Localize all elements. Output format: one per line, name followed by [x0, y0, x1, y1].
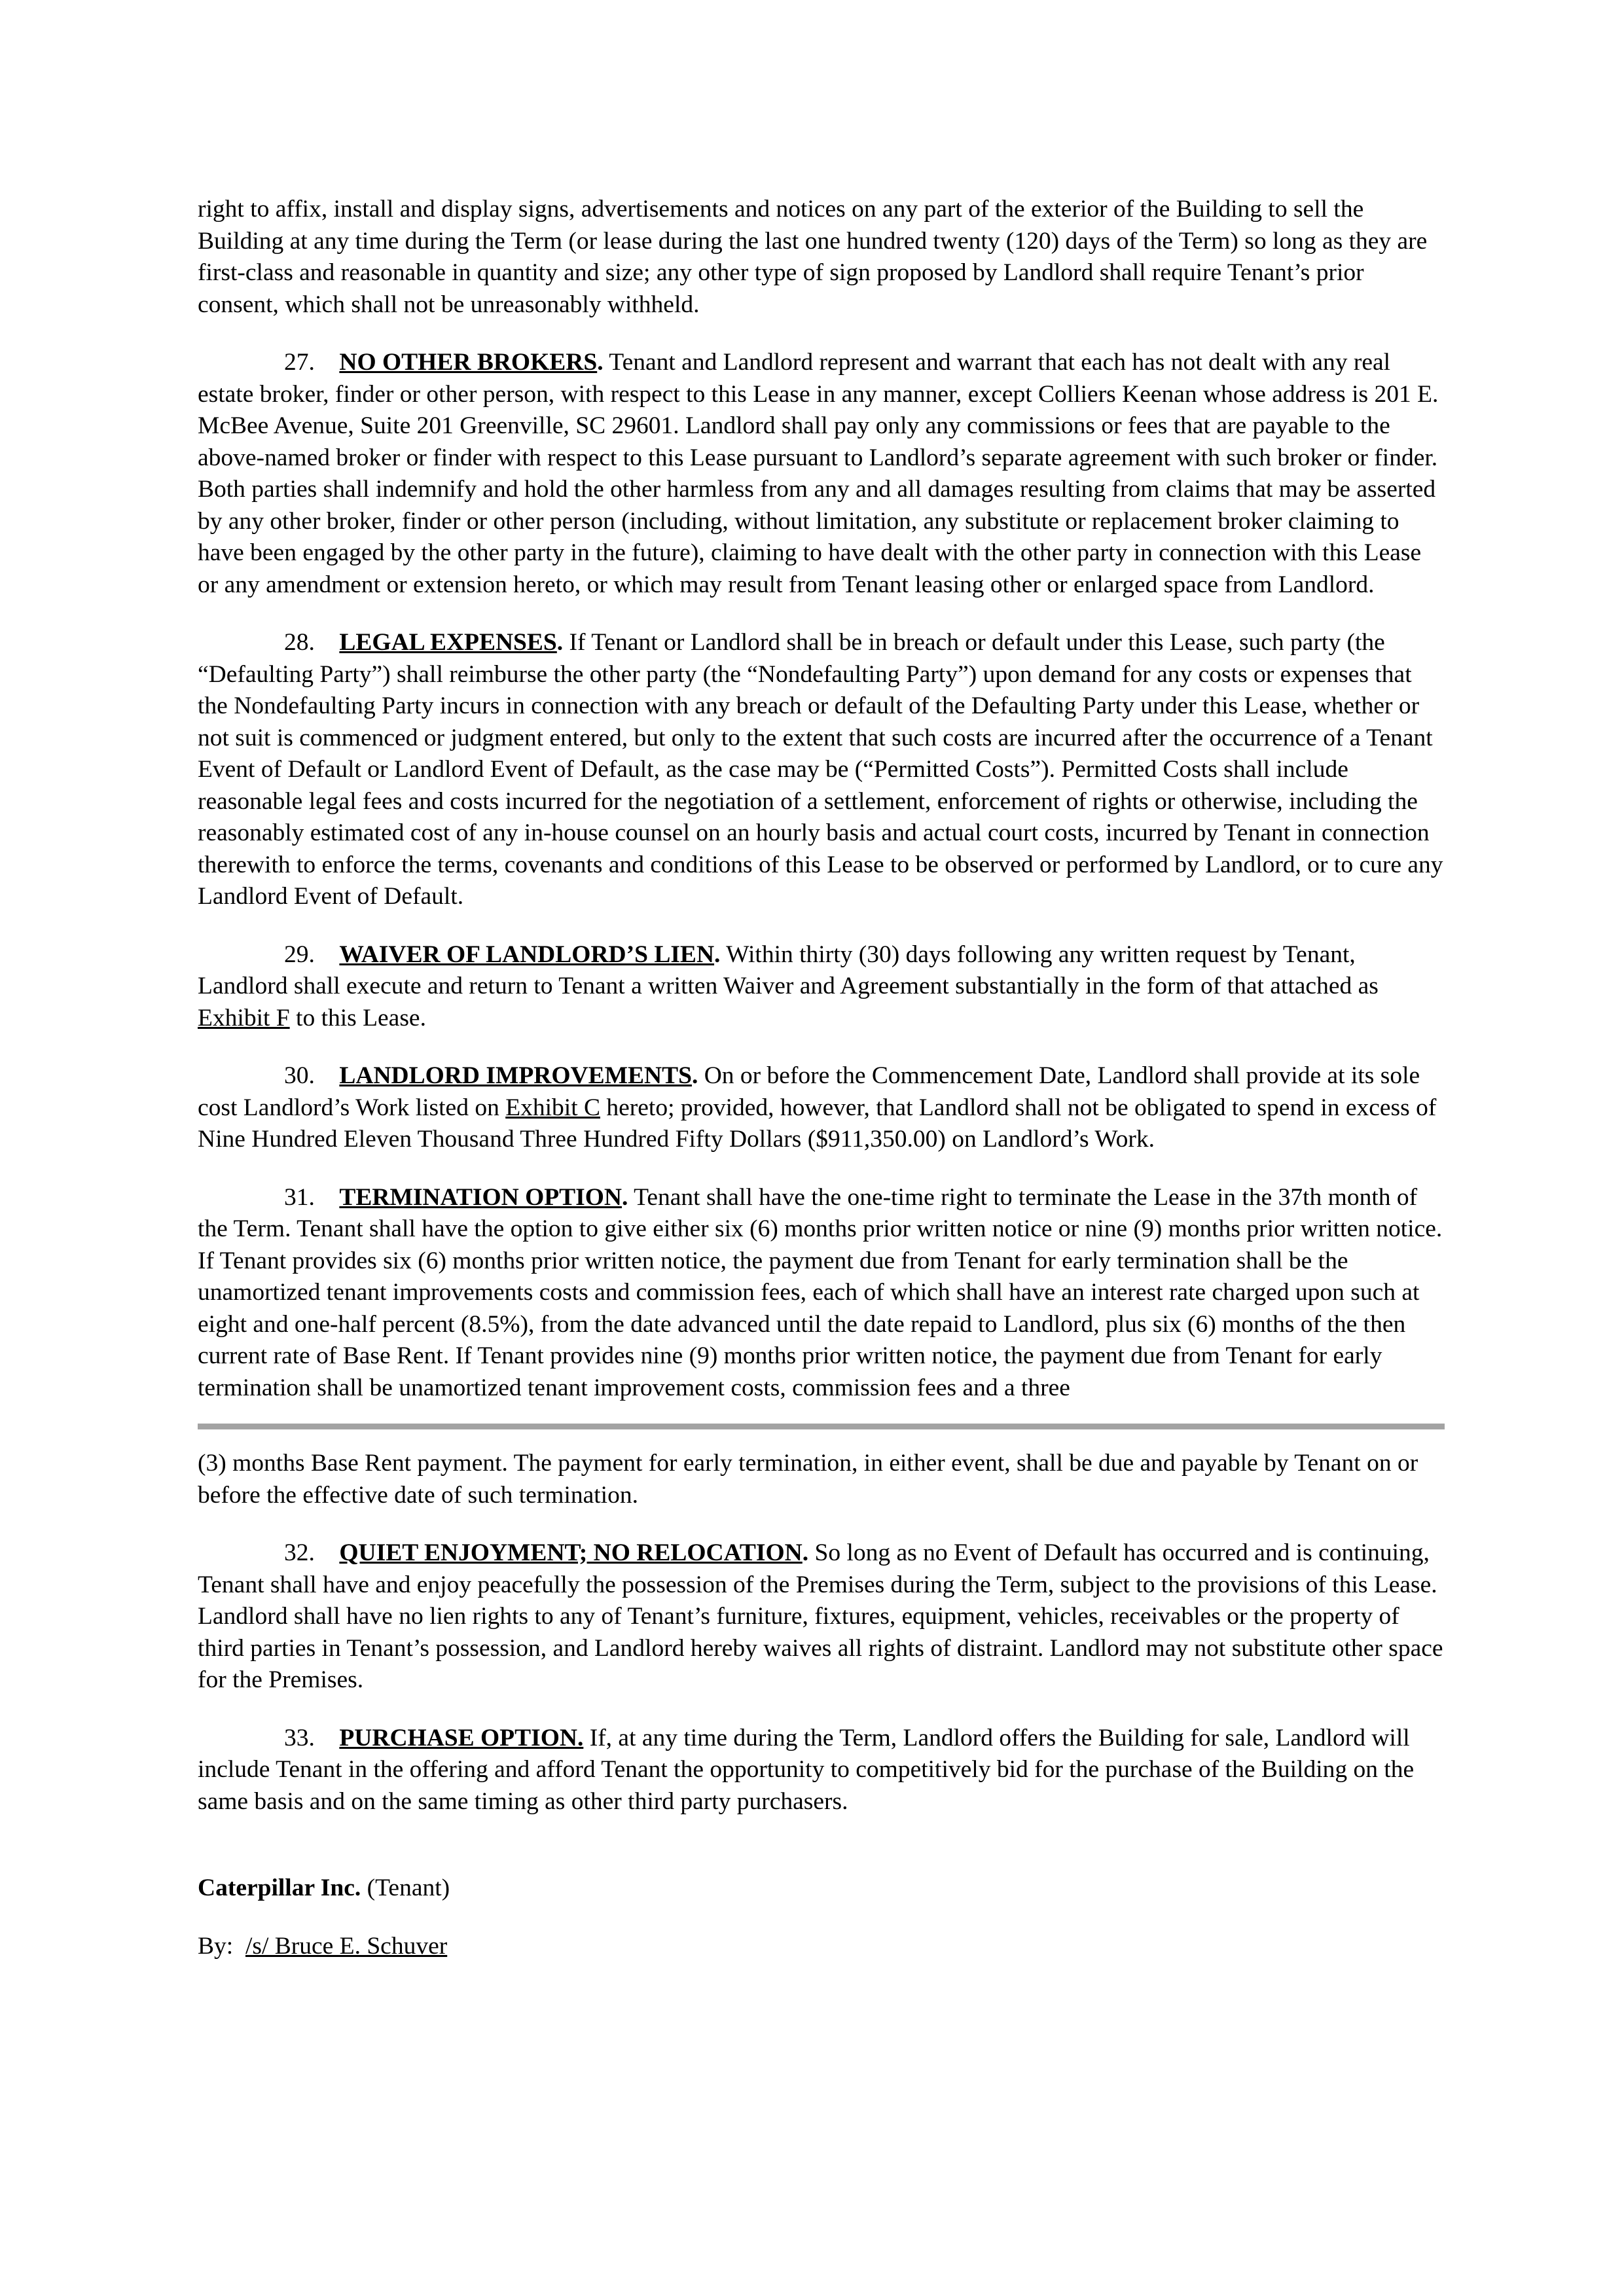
section-body: If, at any time during the Term, Landlord offers the Building for sale, Landlord will include Tenant in the offering and afford Tenant the opportunity to competitively bid for the purchase of the Building on the same basis and on the same timing as other third party purchasers.: [198, 1724, 1415, 1815]
exhibit-f-link[interactable]: Exhibit F: [198, 1004, 290, 1031]
section-30: 30. LANDLORD IMPROVEMENTS. On or before the Commencement Date, Landlord shall provide at its sole cost Landlord’s Work listed on Exhibit C hereto; provided, however, that Landlord shall not be obligated to spend in excess of Nine Hundred Eleven Thousand Three Hundred Fifty Dollars ($911,350.00) on Landlord’s Work.: [198, 1062, 1437, 1153]
section-32: 32. QUIET ENJOYMENT; NO RELOCATION. So long as no Event of Default has occurred and is continuing, Tenant shall have and enjoy peacefully the possession of the Premises during the Term, subject to the provisions of this Lease. Landlord shall have no lien rights to any of Tenant’s furniture, fixtures, equipment, vehicles, receivables or the property of third parties in Tenant’s possession, and Landlord hereby waives all rights of distraint. Landlord may not substitute other space for the Premises.: [198, 1539, 1443, 1693]
section-heading: PURCHASE OPTION.: [339, 1724, 584, 1751]
section-body: On or before the Commencement Date, Landlord shall provide at its sole cost Landlord’s Work listed on: [198, 1062, 1420, 1121]
section-33: [198, 1723, 1445, 1818]
section-27: 27. NO OTHER BROKERS. Tenant and Landlord represent and warrant that each has not dealt with any real estate broker, finder or other person, with respect to this Lease in any manner, except Colliers Keenan whose address is 201 E. McBee Avenue, Suite 201 Greenville, SC 29601. Landlord shall pay only any commissions or fees that are payable to the above-named broker or finder with respect to this Lease pursuant to Landlord’s separate agreement with such broker or finder. Both parties shall indemnify and hold the other harmless from any and all damages resulting from claims that may be asserted by any other broker, finder or other person (including, without limitation, any substitute or replacement broker claiming to have been engaged by the other party in the future), claiming to have dealt with the other party in connection with this Lease or any amendment or extension hereto, or which may result from Tenant leasing other or enlarged space from Landlord.: [198, 349, 1439, 598]
section-body: Tenant and Landlord represent and warrant that each has not dealt with any real estate broker, finder or other person, with respect to this Lease in any manner, except Colliers Keenan whose address is 201 E. McBee Avenue, Suite 201 Greenville, SC 29601. Landlord shall pay only any commissions or fees that are payable to the above-named broker or finder with respect to this Lease pursuant to Landlord’s separate agreement with such broker or finder. Both parties shall indemnify and hold the other harmless from any and all damages resulting from claims that may be asserted by any other broker, finder or other person (including, without limitation, any substitute or replacement broker claiming to have been engaged by the other party in the future), claiming to have dealt with the other party in connection with this Lease or any amendment or extension hereto, or which may result from Tenant leasing other or enlarged space from Landlord.: [198, 349, 1439, 598]
section-31-continuation: (3) months Base Rent payment. The payment for early termination, in either event, shall be due and payable by Tenant on or before the effective date of such termination.: [198, 1450, 1418, 1509]
section-number: 31.: [284, 1183, 315, 1211]
section-body: So long as no Event of Default has occurred and is continuing, Tenant shall have and enjoy peacefully the possession of the Premises during the Term, subject to the provisions of this Lease. Landlord shall have no lien rights to any of Tenant’s furniture, fixtures, equipment, vehicles, receivables or the property of third parties in Tenant’s possession, and Landlord hereby waives all rights of distraint. Landlord may not substitute other space for the Premises.: [198, 1539, 1443, 1693]
section-body: If Tenant or Landlord shall be in breach or default under this Lease, such party (the “Defaulting Party”) shall reimburse the other party (the “Nondefaulting Party”) upon demand for any costs or expenses that the Nondefaulting Party incurs in connection with any breach or default of the Defaulting Party under this Lease, whether or not suit is commenced or judgment entered, but only to the extent that such costs are incurred after the occurrence of a Tenant Event of Default or Landlord Event of Default, as the case may be (“Permitted Costs”). Permitted Costs shall include reasonable legal fees and costs incurred for the negotiation of a settlement, enforcement of rights or otherwise, including the reasonably estimated cost of any in-house counsel on an hourly basis and actual court costs, incurred by Tenant in connection therewith to enforce the terms, covenants and conditions of this Lease to be observed or performed by Landlord, or to cure any Landlord Event of Default.: [198, 629, 1443, 910]
signature-line: [198, 1931, 1445, 1963]
section-number: 29.: [284, 941, 315, 968]
signer-name: /s/ Bruce E. Schuver: [245, 1932, 448, 1960]
party-name: Caterpillar Inc.: [198, 1874, 361, 1901]
section-heading: WAIVER OF LANDLORD’S LIEN: [339, 941, 715, 968]
section-number: 33.: [284, 1724, 315, 1751]
signature-block: [198, 1873, 1445, 1962]
page-break-divider: [198, 1424, 1445, 1429]
by-label: By:: [198, 1932, 234, 1960]
section-heading: LANDLORD IMPROVEMENTS: [339, 1062, 692, 1089]
section-number: 28.: [284, 629, 315, 656]
document-page: [198, 194, 1445, 1962]
section-heading: TERMINATION OPTION: [339, 1183, 623, 1211]
exhibit-c-link[interactable]: Exhibit C: [505, 1094, 601, 1121]
party-role: (Tenant): [361, 1874, 450, 1901]
continuation-paragraph: right to affix, install and display signs, advertisements and notices on any part of the exterior of the Building to sell the Building at any time during the Term (or lease during the last one hundred twenty (120) days of the Term) so long as they are first-class and reasonable in quantity and size; any other type of sign proposed by Landlord shall require Tenant’s prior consent, which shall not be unreasonably withheld.: [198, 196, 1428, 318]
section-body: Within thirty (30) days following any written request by Tenant, Landlord shall execute and return to Tenant a written Waiver and Agreement substantially in the form of that attached as: [198, 941, 1379, 999]
section-31: 31. TERMINATION OPTION. Tenant shall have the one-time right to terminate the Lease in the 37th month of the Term. Tenant shall have the option to give either six (6) months prior written notice or nine (9) months prior written notice. If Tenant provides six (6) months prior written notice, the payment due from Tenant for early termination shall be the unamortized tenant improvements costs and commission fees, each of which shall have an interest rate charged upon such at eight and one-half percent (8.5%), from the date advanced until the date repaid to Landlord, plus six (6) months of the then current rate of Base Rent. If Tenant provides nine (9) months prior written notice, the payment due from Tenant for early termination shall be unamortized tenant improvement costs, commission fees and a three: [198, 1183, 1443, 1401]
section-body: Tenant shall have the one-time right to terminate the Lease in the 37th month of the Term. Tenant shall have the option to give either six (6) months prior written notice or nine (9) months prior written notice. If Tenant provides six (6) months prior written notice, the payment due from Tenant for early termination shall be the unamortized tenant improvements costs and commission fees, each of which shall have an interest rate charged upon such at eight and one-half percent (8.5%), from the date advanced until the date repaid to Landlord, plus six (6) months of the then current rate of Base Rent. If Tenant provides nine (9) months prior written notice, the payment due from Tenant for early termination shall be unamortized tenant improvement costs, commission fees and a three: [198, 1183, 1443, 1401]
section-number: 32.: [284, 1539, 315, 1566]
section-number: 27.: [284, 349, 315, 376]
section-heading: NO OTHER BROKERS: [339, 349, 598, 376]
section-heading: LEGAL EXPENSES: [339, 629, 557, 656]
section-28: 28. LEGAL EXPENSES. If Tenant or Landlord shall be in breach or default under this Lease, such party (the “Defaulting Party”) shall reimburse the other party (the “Nondefaulting Party”) upon demand for any costs or expenses that the Nondefaulting Party incurs in connection with any breach or default of the Defaulting Party under this Lease, whether or not suit is commenced or judgment entered, but only to the extent that such costs are incurred after the occurrence of a Tenant Event of Default or Landlord Event of Default, as the case may be (“Permitted Costs”). Permitted Costs shall include reasonable legal fees and costs incurred for the negotiation of a settlement, enforcement of rights or otherwise, including the reasonably estimated cost of any in-house counsel on an hourly basis and actual court costs, incurred by Tenant in connection therewith to enforce the terms, covenants and conditions of this Lease to be observed or performed by Landlord, or to cure any Landlord Event of Default.: [198, 629, 1443, 910]
section-29: 29. WAIVER OF LANDLORD’S LIEN. Within thirty (30) days following any written request by Tenant, Landlord shall execute and return to Tenant a written Waiver and Agreement substantially in the form of that attached as Exhibit F to this Lease.: [198, 941, 1379, 1031]
section-heading: QUIET ENJOYMENT; NO RELOCATION: [339, 1539, 803, 1566]
signatory-party: [198, 1873, 1445, 1905]
section-number: 30.: [284, 1062, 315, 1089]
